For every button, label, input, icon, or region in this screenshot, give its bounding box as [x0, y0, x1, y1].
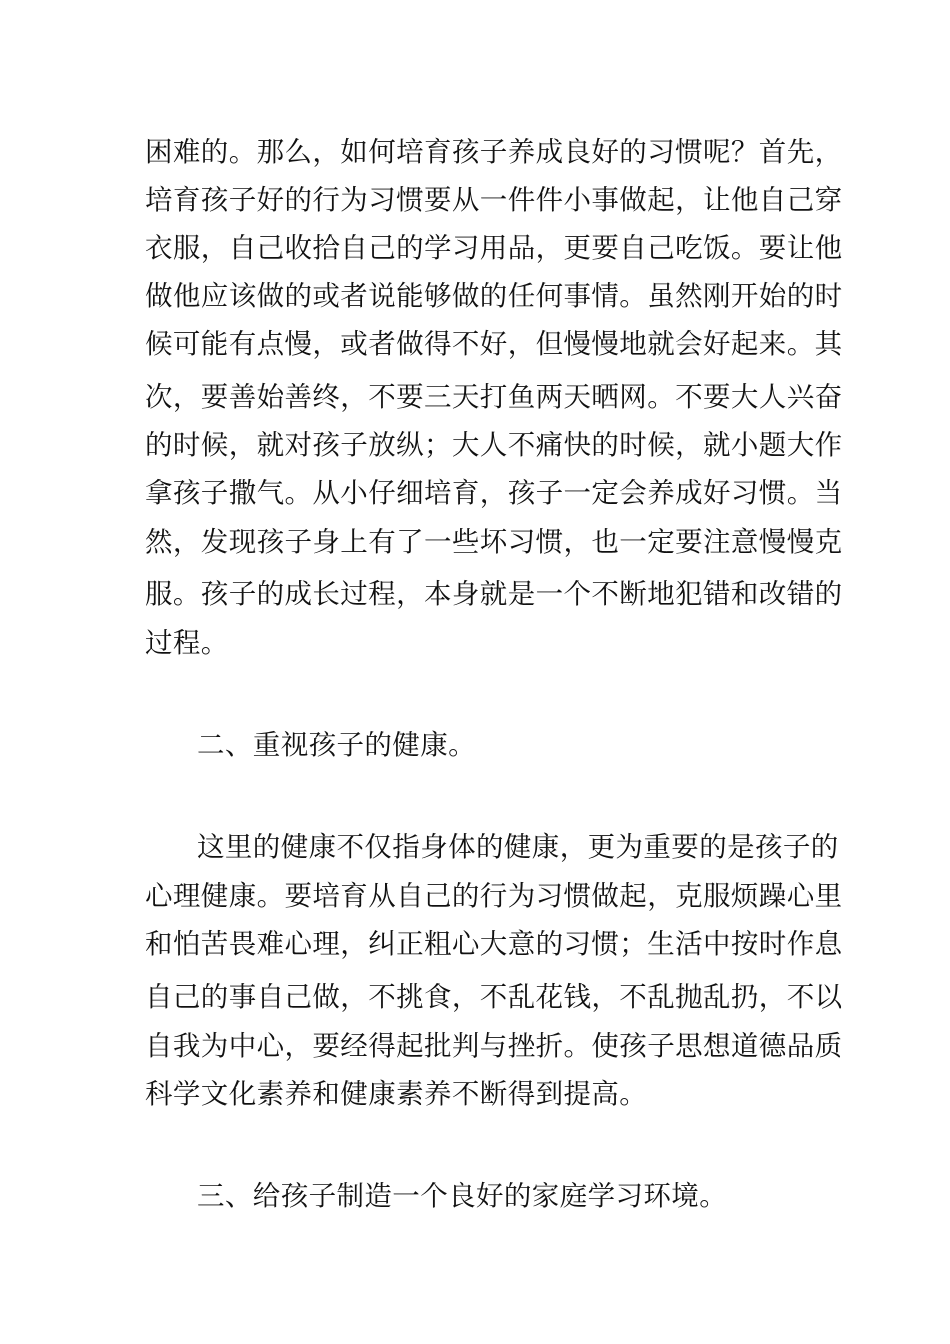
paragraph-line: 过程。 [145, 627, 229, 659]
paragraph-line: 次，要善始善终，不要三天打鱼两天晒网。不要大人兴奋 [145, 381, 843, 413]
paragraph-line: 自己的事自己做，不挑食，不乱花钱，不乱抛乱扔，不以 [145, 981, 843, 1013]
paragraph-line: 和怕苦畏难心理，纠正粗心大意的习惯；生活中按时作息 [145, 928, 843, 960]
paragraph-line: 然，发现孩子身上有了一些坏习惯，也一定要注意慢慢克 [145, 526, 843, 558]
section-heading: 三、给孩子制造一个良好的家庭学习环境。 [197, 1180, 728, 1212]
paragraph-line: 培育孩子好的行为习惯要从一件件小事做起，让他自己穿 [145, 184, 843, 216]
paragraph-line: 做他应该做的或者说能够做的任何事情。虽然刚开始的时 [145, 280, 843, 312]
paragraph-line: 的时候，就对孩子放纵；大人不痛快的时候，就小题大作 [145, 429, 843, 461]
paragraph-line: 科学文化素养和健康素养不断得到提高。 [145, 1078, 648, 1110]
paragraph-line: 自我为中心，要经得起批判与挫折。使孩子思想道德品质 [145, 1030, 843, 1062]
paragraph-line: 这里的健康不仅指身体的健康，更为重要的是孩子的 [197, 831, 839, 863]
paragraph-line: 拿孩子撒气。从小仔细培育，孩子一定会养成好习惯。当 [145, 477, 843, 509]
section-heading: 二、重视孩子的健康。 [197, 729, 476, 761]
paragraph-line: 候可能有点慢，或者做得不好，但慢慢地就会好起来。其 [145, 328, 843, 360]
paragraph-line: 困难的。那么，如何培育孩子养成良好的习惯呢？首先， [145, 136, 843, 168]
paragraph-line: 服。孩子的成长过程，本身就是一个不断地犯错和改错的 [145, 578, 843, 610]
paragraph-line: 衣服，自己收拾自己的学习用品，更要自己吃饭。要让他 [145, 232, 843, 264]
paragraph-line: 心理健康。要培育从自己的行为习惯做起，克服烦躁心里 [145, 880, 843, 912]
